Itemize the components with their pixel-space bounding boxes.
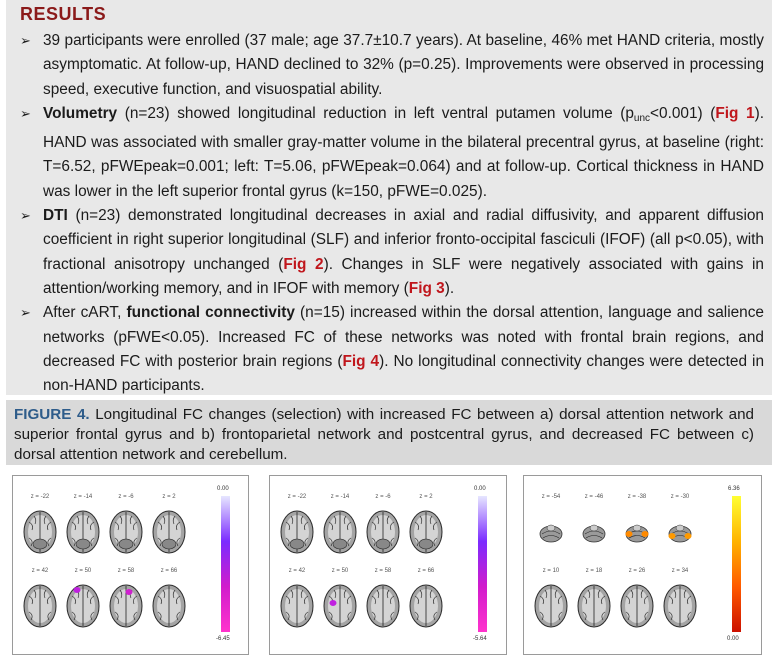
brain-slice [661,568,699,632]
brain-slice-icon [150,494,188,558]
figure-caption-box [6,400,772,465]
brain-slice-icon [618,568,656,632]
slice-z-label: z = -30 [670,494,690,500]
slice-z-label: z = 34 [671,568,689,574]
brain-slice [575,494,613,558]
figure-reference: Fig 2 [283,255,324,273]
slice-z-label: z = 2 [419,494,433,500]
bold-term: functional connectivity [126,304,295,322]
brain-slice-icon [407,568,445,632]
colorbar-min-label: 0.00 [727,636,739,642]
slice-z-label: z = 42 [31,568,49,574]
brain-slice [64,494,102,558]
figure-caption [14,405,754,465]
slice-z-label: z = 50 [331,568,349,574]
brain-slice [575,568,613,632]
figure-reference: Fig 4 [342,352,380,370]
bullet-text: (n=23) showed longitudinal reduction in left ventral putamen volume (p [117,104,634,122]
brain-slice [364,494,402,558]
results-title: RESULTS [20,4,107,24]
brain-slice [21,568,59,632]
bullet-text: <0.001) ( [650,104,716,122]
slice-z-label: z = -38 [627,494,647,500]
brain-slice [278,568,316,632]
bold-term: DTI [43,207,68,225]
colorbar [732,496,741,632]
brain-slice-icon [150,568,188,632]
brain-slice-icon [575,568,613,632]
brain-slice-icon [364,494,402,558]
brain-slice-icon [364,568,402,632]
slice-z-label: z = -6 [118,494,134,500]
slice-z-label: z = -46 [584,494,604,500]
slice-z-label: z = 10 [542,568,560,574]
bullet-text: (n=15) increased within the dorsal attention, language and salience networks (pFWE<0.05). Increased FC of these networks was noted with frontal brain regions, and decreased FC with posterior brain regions ( [43,304,764,370]
brain-slice [278,494,316,558]
slice-z-label: z = 58 [117,568,135,574]
bullet-arrow-icon: ➢ [20,33,31,48]
slice-z-label: z = 18 [585,568,603,574]
bullet-text: ). [444,279,455,297]
slice-z-label: z = 42 [288,568,306,574]
colorbar [478,496,487,632]
brain-slice-icon [661,568,699,632]
brain-slice-icon [21,494,59,558]
bullet-text: After cART, [43,304,127,322]
activation-blob [64,568,102,632]
activation-blob [107,568,145,632]
colorbar-min-label: -6.45 [216,636,230,642]
figure-caption-text: Longitudinal FC changes (selection) with increased FC between a) dorsal attention network and superior frontal gyrus and b) frontoparietal network and postcentral gyrus, and decreased FC between c) dorsal attention network and cerebellum. [14,406,754,463]
colorbar-min-label: -5.64 [473,636,487,642]
brain-slice-icon [407,494,445,558]
colorbar-max-label: 0.00 [474,486,486,492]
brain-slice [407,494,445,558]
bullet-text: ). HAND was associated with smaller gray-matter volume in the bilateral precentral gyrus, at baseline (right: T=6.52, pFWEpeak=0.001; left: T=5.06, pFWEpeak=0.064) and at follow-up. Cortical thickness in HAND was lower in the left superior frontal gyrus (k=150, pFWE=0.025). [43,104,764,200]
subscript: unc [633,112,651,124]
brain-slice [618,568,656,632]
brain-slice-icon [532,568,570,632]
results-bullet [20,29,764,102]
brain-slice [21,494,59,558]
bullet-text: (n=23) demonstrated longitudinal decreases in axial and radial diffusivity, and apparent diffusion coefficient in right superior longitudinal (SLF) and inferior fronto-occipital fasciculi (IFOF) (all p<0.05), with fractional anisotropy unchanged ( [43,207,764,273]
slice-z-label: z = -6 [375,494,391,500]
results-section [6,0,772,395]
activation-blob [321,568,359,632]
brain-slice-icon [575,494,613,558]
activation-blob [661,494,699,558]
brain-slice-icon [21,568,59,632]
colorbar [221,496,230,632]
bullet-arrow-icon: ➢ [20,208,31,224]
figure-reference: Fig 3 [408,279,445,297]
figure-label: FIGURE 4. [14,406,90,423]
bullet-text: 39 participants were enrolled (37 male; age 37.7±10.7 years). At baseline, 46% met HAND criteria, mostly asymptomatic. At follow-up, HAND declined to 32% (p=0.25). Improvements were observed in processing speed, executive function, and visuospatial ability. [43,32,764,98]
figure-panel-b [269,475,507,655]
brain-slice-icon [321,494,359,558]
colorbar-max-label: 0.00 [217,486,229,492]
activation-blob [618,494,656,558]
slice-z-label: z = 58 [374,568,392,574]
brain-slice [321,494,359,558]
slice-z-label: z = -54 [541,494,561,500]
brain-slice-icon [532,494,570,558]
bold-term: Volumetry [43,104,118,122]
brain-slice-icon [278,568,316,632]
figure-panel-c [523,475,762,655]
results-bullet-list [20,29,764,398]
brain-slice [364,568,402,632]
results-bullet [20,204,764,301]
slice-z-label: z = 26 [628,568,646,574]
slice-z-label: z = 66 [160,568,178,574]
brain-slice [150,568,188,632]
slice-z-label: z = 66 [417,568,435,574]
results-bullet [20,301,764,398]
bullet-text: ). Changes in SLF were negatively associated with gains in attention/working memory, and in IFOF with memory ( [43,255,764,297]
brain-slice [532,568,570,632]
results-bullet [20,102,764,204]
brain-slice [107,494,145,558]
slice-z-label: z = 50 [74,568,92,574]
slice-z-label: z = -22 [287,494,307,500]
brain-slice-icon [107,494,145,558]
brain-slice [407,568,445,632]
bullet-arrow-icon: ➢ [20,105,31,121]
slice-z-label: z = -14 [73,494,93,500]
bullet-text: ). No longitudinal connectivity changes were detected in non-HAND participants. [43,352,764,395]
slice-z-label: z = -22 [30,494,50,500]
figure-panel-a [12,475,249,655]
brain-slice-icon [64,494,102,558]
brain-slice [150,494,188,558]
brain-slice-icon [278,494,316,558]
brain-slice [532,494,570,558]
colorbar-max-label: 6.36 [728,486,740,492]
bullet-arrow-icon: ➢ [20,305,31,321]
slice-z-label: z = 2 [162,494,176,500]
slice-z-label: z = -14 [330,494,350,500]
figure-reference: Fig 1 [715,104,755,122]
